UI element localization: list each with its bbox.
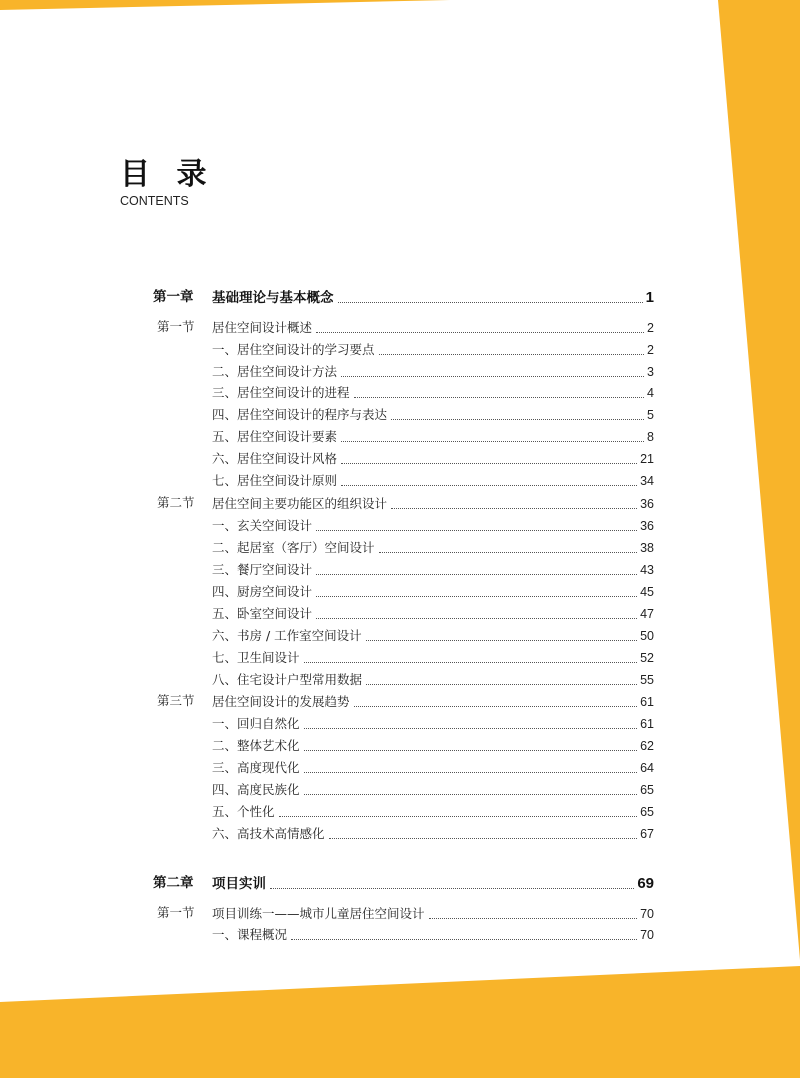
toc-item-row[interactable]: [212, 624, 654, 644]
toc-entry-title: 五、个性化: [212, 804, 275, 819]
chapter-number: 第一章: [153, 289, 194, 305]
toc-item-row[interactable]: [212, 602, 654, 622]
toc-entry-title: 七、卫生间设计: [212, 650, 300, 665]
toc-section-row[interactable]: [212, 316, 654, 336]
toc-section-row[interactable]: [212, 690, 654, 710]
dot-leader: [304, 771, 638, 773]
toc-entry-title: 二、起居室（客厅）空间设计: [212, 540, 375, 555]
toc-page-number: 3: [647, 365, 654, 379]
dot-leader: [270, 887, 634, 889]
toc-entry-title: 四、厨房空间设计: [212, 584, 313, 599]
dot-leader: [304, 793, 638, 795]
dot-leader: [304, 749, 638, 751]
dot-leader: [366, 683, 637, 685]
dot-leader: [379, 551, 638, 553]
toc-section-row[interactable]: [212, 902, 654, 922]
chapter-number: 第二章: [153, 875, 194, 891]
toc-page-number: 4: [647, 386, 654, 400]
toc-entry-title: 居住空间设计概述: [212, 320, 313, 335]
toc-entry-title: 基础理论与基本概念: [212, 290, 334, 306]
dot-leader: [341, 484, 637, 486]
toc-entry-title: 六、高技术高情感化: [212, 826, 325, 841]
page-subtitle: CONTENTS: [120, 194, 189, 208]
toc-page-number: 47: [640, 607, 654, 621]
toc-entry-title: 项目实训: [212, 876, 266, 892]
toc-page-number: 21: [640, 452, 654, 466]
dot-leader: [379, 353, 645, 355]
section-number: 第二节: [157, 495, 195, 510]
toc-entry-title: 一、回归自然化: [212, 716, 300, 731]
toc-page-number: 2: [647, 343, 654, 357]
toc-page-number: 62: [640, 739, 654, 753]
toc-item-row[interactable]: [212, 536, 654, 556]
toc-entry-title: 项目训练一——城市儿童居住空间设计: [212, 906, 425, 921]
dot-leader: [354, 396, 645, 398]
toc-entry-title: 七、居住空间设计原则: [212, 473, 338, 488]
toc-item-row[interactable]: [212, 646, 654, 666]
dot-leader: [304, 661, 638, 663]
toc-chapter-row[interactable]: [212, 286, 654, 306]
toc-entry-title: 三、居住空间设计的进程: [212, 385, 350, 400]
toc-item-row[interactable]: [212, 800, 654, 820]
toc-entry-title: 二、整体艺术化: [212, 738, 300, 753]
toc-section-row[interactable]: [212, 492, 654, 512]
toc-page-number: 55: [640, 673, 654, 687]
toc-item-row[interactable]: [212, 381, 654, 401]
toc-page-number: 2: [647, 321, 654, 335]
toc-entry-title: 六、居住空间设计风格: [212, 451, 338, 466]
toc-page-number: 67: [640, 827, 654, 841]
dot-leader: [354, 705, 638, 707]
toc-page-number: 61: [640, 695, 654, 709]
toc-item-row[interactable]: [212, 514, 654, 534]
dot-leader: [429, 917, 638, 919]
dot-leader: [316, 617, 637, 619]
toc-page-number: 1: [645, 289, 654, 306]
toc-entry-title: 居住空间设计的发展趋势: [212, 694, 350, 709]
dot-leader: [341, 375, 644, 377]
toc-page-number: 70: [640, 907, 654, 921]
toc-item-row[interactable]: [212, 580, 654, 600]
toc-item-row[interactable]: [212, 778, 654, 798]
dot-leader: [316, 529, 637, 531]
toc-item-row[interactable]: [212, 338, 654, 358]
toc-page-number: 61: [640, 717, 654, 731]
toc-item-row[interactable]: [212, 558, 654, 578]
dot-leader: [341, 462, 637, 464]
toc-item-row[interactable]: [212, 447, 654, 467]
toc-page-number: 65: [640, 783, 654, 797]
toc-page-number: 65: [640, 805, 654, 819]
toc-page-number: 45: [640, 585, 654, 599]
page-title: 目 录: [120, 157, 215, 192]
dot-leader: [391, 418, 644, 420]
toc-entry-title: 五、居住空间设计要素: [212, 429, 338, 444]
toc-entry-title: 一、居住空间设计的学习要点: [212, 342, 375, 357]
toc-page-number: 69: [637, 875, 654, 892]
dot-leader: [338, 301, 643, 303]
dot-leader: [316, 573, 637, 575]
section-number: 第一节: [157, 319, 195, 334]
toc-item-row[interactable]: [212, 756, 654, 776]
toc-page-number: 36: [640, 497, 654, 511]
toc-item-row[interactable]: [212, 360, 654, 380]
toc-entry-title: 三、餐厅空间设计: [212, 562, 313, 577]
toc-page-number: 38: [640, 541, 654, 555]
toc-page-number: 64: [640, 761, 654, 775]
toc-chapter-row[interactable]: [212, 872, 654, 892]
toc-entry-title: 二、居住空间设计方法: [212, 364, 338, 379]
dot-leader: [304, 727, 638, 729]
toc-entry-title: 居住空间主要功能区的组织设计: [212, 496, 388, 511]
toc-page-number: 43: [640, 563, 654, 577]
dot-leader: [329, 837, 638, 839]
section-number: 第三节: [157, 693, 195, 708]
section-number: 第一节: [157, 905, 195, 920]
toc-page-number: 52: [640, 651, 654, 665]
toc-item-row[interactable]: [212, 403, 654, 423]
dot-leader: [316, 595, 637, 597]
toc-page-number: 50: [640, 629, 654, 643]
toc-entry-title: 八、住宅设计户型常用数据: [212, 672, 363, 687]
toc-item-row[interactable]: [212, 712, 654, 732]
toc-heading: [120, 158, 214, 208]
dot-leader: [291, 938, 637, 940]
toc-item-row[interactable]: [212, 822, 654, 842]
toc-entry-title: 四、高度民族化: [212, 782, 300, 797]
toc-entry-title: 一、玄关空间设计: [212, 518, 313, 533]
dot-leader: [279, 815, 638, 817]
toc-entry-title: 四、居住空间设计的程序与表达: [212, 407, 388, 422]
toc-entry-title: 五、卧室空间设计: [212, 606, 313, 621]
toc-page-number: 70: [640, 928, 654, 942]
toc-item-row[interactable]: [212, 668, 654, 688]
dot-leader: [366, 639, 637, 641]
toc-item-row[interactable]: [212, 734, 654, 754]
dot-leader: [391, 507, 637, 509]
toc-entry-title: 三、高度现代化: [212, 760, 300, 775]
dot-leader: [316, 331, 644, 333]
toc-page-number: 34: [640, 474, 654, 488]
toc-item-row[interactable]: [212, 469, 654, 489]
toc-entry-title: 一、课程概况: [212, 927, 288, 942]
dot-leader: [341, 440, 644, 442]
toc-item-row[interactable]: [212, 425, 654, 445]
toc-item-row[interactable]: [212, 923, 654, 943]
toc-page-number: 5: [647, 408, 654, 422]
toc-page-number: 8: [647, 430, 654, 444]
toc-page-number: 36: [640, 519, 654, 533]
toc-entry-title: 六、书房 / 工作室空间设计: [212, 628, 362, 643]
